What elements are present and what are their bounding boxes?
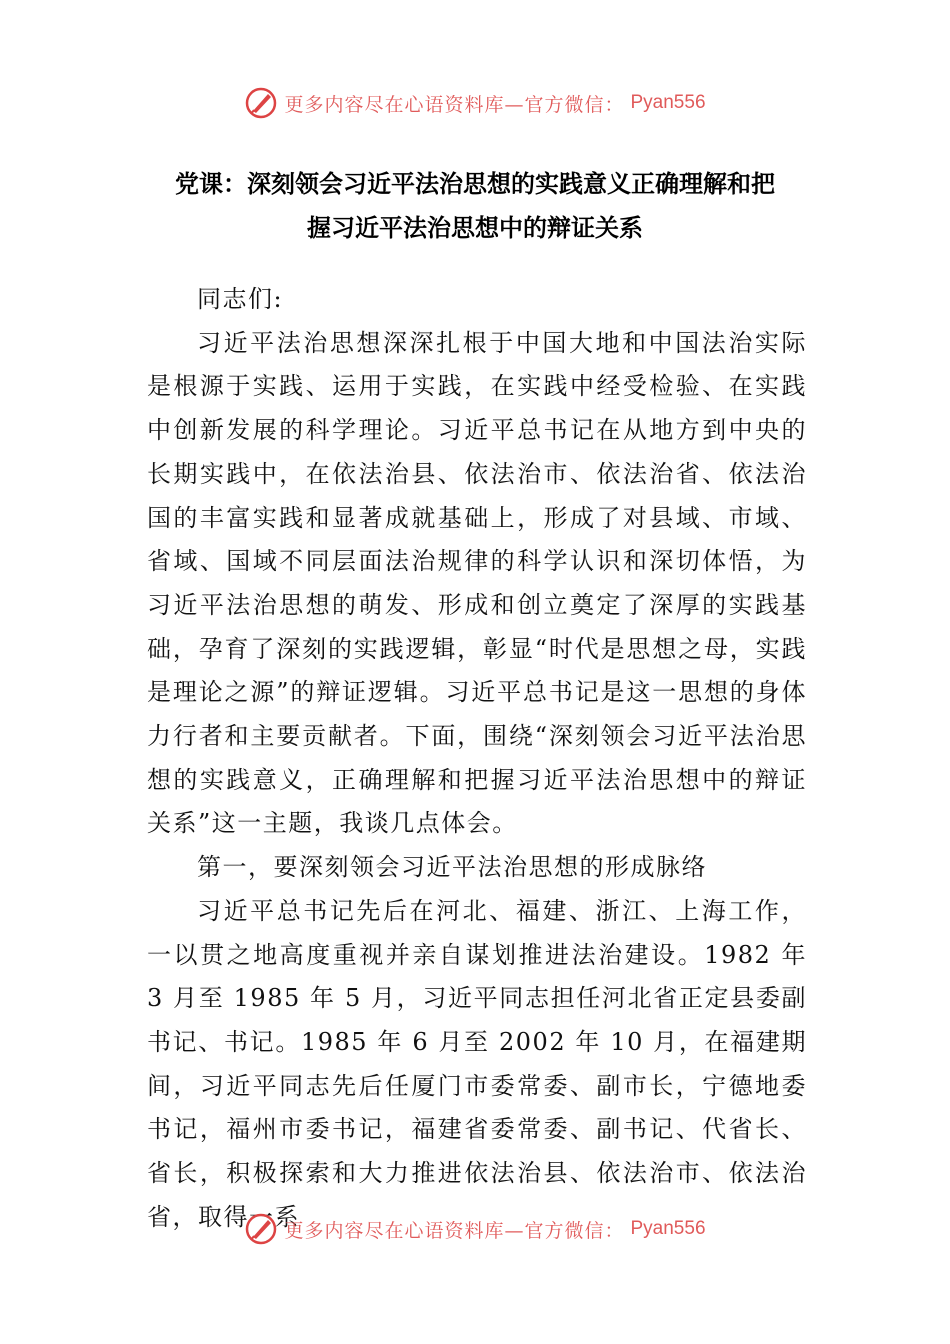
document-title [140,162,810,250]
body-paragraph: 习近平总书记先后在河北、福建、浙江、上海工作，一以贯之地高度重视并亲自谋划推进法治建设。1982 年 3 月至 1985 年 5 月，习近平同志担任河北省正定县委副书记、书记。1985 年 6 月至 2002 年 10 月，在福建期间，习近平同志先后任厦门市委常委、副市长，宁德地委书记，福州市委书记，福建省委常委、副书记、代省长、省长，积极探索和大力推进依法治县、依法治市、依法治省，取得一系 [147,896,807,1231]
section-heading: 第一，要深刻领会习近平法治思想的形成脉络 [197,853,707,882]
title-line-2: 握习近平法治思想中的辩证关系 [307,214,643,242]
watermark-wechat-id: Pyan556 [630,92,706,113]
watermark-text: 更多内容尽在心语资料库—官方微信： [284,93,625,116]
title-line-1: 党课：深刻领会习近平法治思想的实践意义正确理解和把 [175,170,775,198]
header-watermark [0,83,950,123]
watermark-wechat-id: Pyan556 [630,1218,706,1239]
watermark-text: 更多内容尽在心语资料库—官方微信： [284,1219,625,1242]
quill-logo-icon [244,1212,278,1246]
body-paragraph: 习近平法治思想深深扎根于中国大地和中国法治实际是根源于实践、运用于实践，在实践中经受检验、在实践中创新发展的科学理论。习近平总书记在从地方到中央的长期实践中，在依法治县、依法治市、依法治省、依法治国的丰富实践和显著成就基础上，形成了对县域、市域、省域、国域不同层面法治规律的科学认识和深切体悟，为习近平法治思想的萌发、形成和创立奠定了深厚的实践基础，孕育了深刻的实践逻辑，彰显“时代是思想之母，实践是理论之源”的辩证逻辑。习近平总书记是这一思想的身体力行者和主要贡献者。下面，围绕“深刻领会习近平法治思想的实践意义，正确理解和把握习近平法治思想中的辩证关系”这一主题，我谈几点体会。 [147,328,807,838]
quill-logo-icon [244,86,278,120]
footer-watermark [0,1209,950,1249]
greeting: 同志们: [197,285,284,313]
document-body [147,278,807,1239]
